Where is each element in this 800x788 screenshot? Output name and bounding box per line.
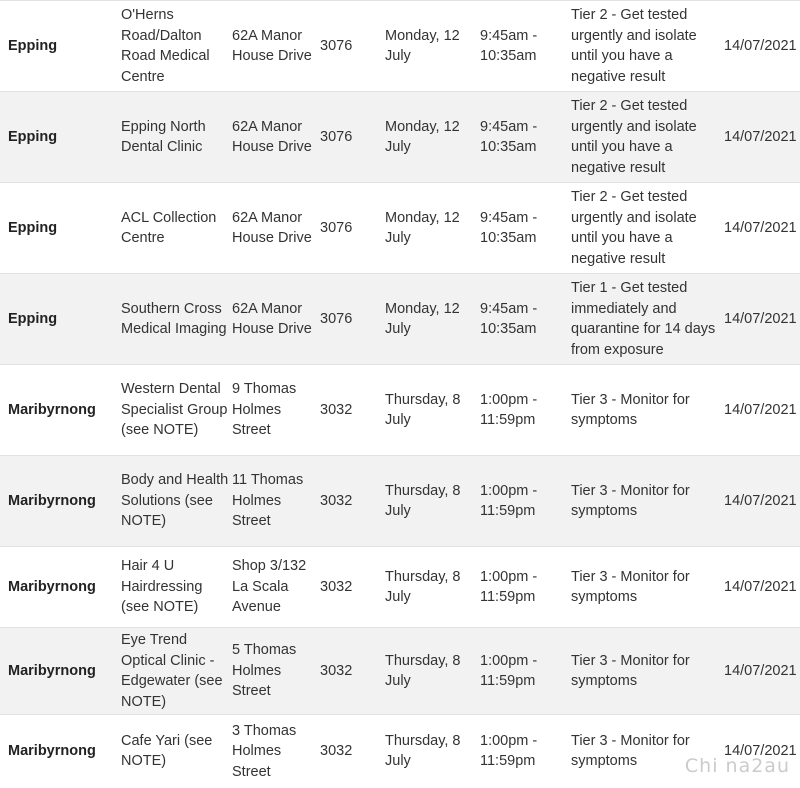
postcode-cell: 3032 [320,628,385,715]
table-row [0,715,800,788]
address-cell: 62A Manor House Drive [232,92,320,183]
date-added-cell: 14/07/2021 [724,365,800,456]
table-row [0,274,800,365]
date-cell: Monday, 12 July [385,274,480,365]
date-added-cell: 14/07/2021 [724,1,800,92]
suburb-cell: Maribyrnong [0,365,121,456]
date-cell: Monday, 12 July [385,1,480,92]
date-added-cell: 14/07/2021 [724,715,800,788]
address-cell: 62A Manor House Drive [232,274,320,365]
site-cell: Eye Trend Optical Clinic - Edgewater (see NOTE) [121,628,232,715]
address-cell: 3 Thomas Holmes Street [232,715,320,788]
date-added-cell: 14/07/2021 [724,456,800,547]
time-cell: 1:00pm - 11:59pm [480,456,571,547]
suburb-cell: Epping [0,274,121,365]
site-cell: Epping North Dental Clinic [121,92,232,183]
address-cell: 11 Thomas Holmes Street [232,456,320,547]
health-advice-cell: Tier 1 - Get tested immediately and quarantine for 14 days from exposure [571,274,724,365]
site-cell: Cafe Yari (see NOTE) [121,715,232,788]
date-cell: Thursday, 8 July [385,715,480,788]
site-cell: O'Herns Road/Dalton Road Medical Centre [121,1,232,92]
postcode-cell: 3032 [320,547,385,628]
time-cell: 9:45am - 10:35am [480,183,571,274]
time-cell: 9:45am - 10:35am [480,274,571,365]
table-row [0,628,800,715]
suburb-cell: Epping [0,1,121,92]
time-cell: 1:00pm - 11:59pm [480,715,571,788]
health-advice-cell: Tier 3 - Monitor for symptoms [571,547,724,628]
time-cell: 9:45am - 10:35am [480,92,571,183]
table-row [0,365,800,456]
address-cell: Shop 3/132 La Scala Avenue [232,547,320,628]
date-cell: Thursday, 8 July [385,456,480,547]
time-cell: 1:00pm - 11:59pm [480,547,571,628]
date-cell: Thursday, 8 July [385,628,480,715]
postcode-cell: 3076 [320,1,385,92]
postcode-cell: 3032 [320,715,385,788]
watermark: Chi na2au [684,755,790,777]
health-advice-cell: Tier 3 - Monitor for symptoms [571,365,724,456]
suburb-cell: Maribyrnong [0,456,121,547]
postcode-cell: 3032 [320,365,385,456]
suburb-cell: Epping [0,183,121,274]
date-added-cell: 14/07/2021 [724,628,800,715]
health-advice-cell: Tier 2 - Get tested urgently and isolate until you have a negative result [571,92,724,183]
postcode-cell: 3032 [320,456,385,547]
date-added-cell: 14/07/2021 [724,274,800,365]
postcode-cell: 3076 [320,274,385,365]
date-added-cell: 14/07/2021 [724,92,800,183]
suburb-cell: Maribyrnong [0,628,121,715]
table-row [0,92,800,183]
time-cell: 9:45am - 10:35am [480,1,571,92]
health-advice-cell: Tier 2 - Get tested urgently and isolate until you have a negative result [571,1,724,92]
date-added-cell: 14/07/2021 [724,547,800,628]
health-advice-cell: Tier 3 - Monitor for symptoms [571,715,724,788]
date-cell: Monday, 12 July [385,183,480,274]
health-advice-cell: Tier 3 - Monitor for symptoms [571,628,724,715]
date-added-cell: 14/07/2021 [724,183,800,274]
date-cell: Thursday, 8 July [385,365,480,456]
table-row [0,183,800,274]
table-row [0,547,800,628]
address-cell: 5 Thomas Holmes Street [232,628,320,715]
site-cell: Southern Cross Medical Imaging [121,274,232,365]
address-cell: 62A Manor House Drive [232,1,320,92]
address-cell: 9 Thomas Holmes Street [232,365,320,456]
site-cell: Western Dental Specialist Group (see NOTE) [121,365,232,456]
postcode-cell: 3076 [320,92,385,183]
health-advice-cell: Tier 2 - Get tested urgently and isolate until you have a negative result [571,183,724,274]
time-cell: 1:00pm - 11:59pm [480,628,571,715]
time-cell: 1:00pm - 11:59pm [480,365,571,456]
site-cell: Body and Health Solutions (see NOTE) [121,456,232,547]
suburb-cell: Maribyrnong [0,547,121,628]
date-cell: Monday, 12 July [385,92,480,183]
table-row [0,1,800,92]
suburb-cell: Epping [0,92,121,183]
postcode-cell: 3076 [320,183,385,274]
site-cell: Hair 4 U Hairdressing (see NOTE) [121,547,232,628]
address-cell: 62A Manor House Drive [232,183,320,274]
table-body [0,1,800,788]
table-row [0,456,800,547]
health-advice-cell: Tier 3 - Monitor for symptoms [571,456,724,547]
date-cell: Thursday, 8 July [385,547,480,628]
site-cell: ACL Collection Centre [121,183,232,274]
suburb-cell: Maribyrnong [0,715,121,788]
